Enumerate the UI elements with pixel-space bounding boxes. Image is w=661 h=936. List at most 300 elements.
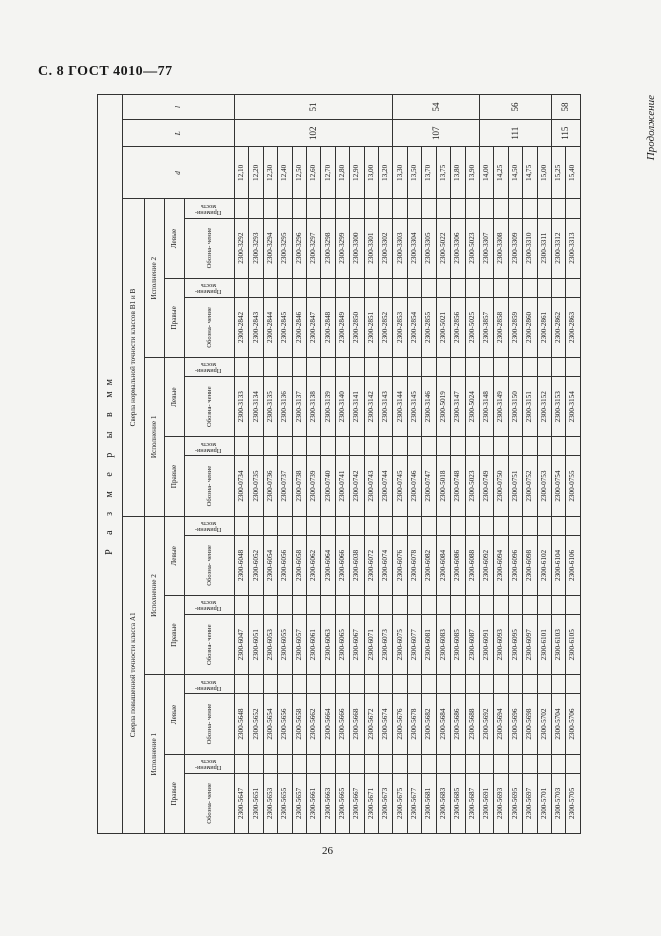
- applicability-cell: [422, 437, 436, 456]
- designation-cell: 2300-6073: [379, 615, 393, 675]
- page-number: 26: [322, 845, 333, 857]
- applicability-cell: [249, 754, 263, 773]
- applicability-cell: [263, 358, 277, 377]
- diameter-cell: 14,50: [508, 147, 522, 199]
- applicability-cell: [321, 358, 335, 377]
- designation-cell: 2300-6063: [321, 615, 335, 675]
- applicability-cell: [393, 358, 407, 377]
- diameter-cell: 12,90: [350, 147, 364, 199]
- designation-cell: 2300-2858: [494, 297, 508, 357]
- designation-header: Обозна- чение: [185, 456, 235, 516]
- applicability-header: [185, 437, 235, 456]
- left-hand-header: Левые: [165, 675, 185, 754]
- designation-cell: 2300-6061: [307, 615, 321, 675]
- applicability-cell: [436, 199, 450, 218]
- left-hand-header: Левые: [165, 358, 185, 437]
- applicability-cell: [350, 278, 364, 297]
- table-row: [494, 95, 508, 834]
- applicability-cell: [422, 358, 436, 377]
- designation-cell: 2300-5696: [508, 694, 522, 754]
- designation-cell: 2300-2851: [364, 297, 378, 357]
- applicability-cell: [364, 596, 378, 615]
- table-row: [249, 95, 263, 834]
- applicability-cell: [235, 754, 249, 773]
- designation-cell: 2300-6104: [551, 535, 565, 595]
- diameter-cell: 12,50: [292, 147, 306, 199]
- designation-cell: 2300-3298: [321, 218, 335, 278]
- designation-cell: 2300-3133: [235, 377, 249, 437]
- applicability-cell: [451, 754, 465, 773]
- execution-header: Исполнение 2: [145, 199, 165, 358]
- designation-cell: 2300-6091: [479, 615, 493, 675]
- applicability-cell: [465, 358, 479, 377]
- applicability-cell: [335, 754, 349, 773]
- applicability-cell: [436, 437, 450, 456]
- diameter-cell: 13,30: [393, 147, 407, 199]
- applicability-cell: [364, 199, 378, 218]
- designation-cell: 2300-2850: [350, 297, 364, 357]
- applicability-label: Примени- мость: [195, 757, 222, 771]
- applicability-cell: [566, 199, 580, 218]
- designation-cell: 2300-6106: [566, 535, 580, 595]
- designation-cell: 2300-2861: [537, 297, 551, 357]
- designation-cell: 2300-5688: [465, 694, 479, 754]
- designation-cell: 2300-6062: [307, 535, 321, 595]
- applicability-cell: [508, 278, 522, 297]
- applicability-cell: [335, 516, 349, 535]
- applicability-cell: [451, 675, 465, 694]
- designation-cell: 2300-0753: [537, 456, 551, 516]
- designation-cell: 2300-5654: [263, 694, 277, 754]
- table-row: [278, 95, 292, 834]
- applicability-cell: [307, 596, 321, 615]
- applicability-cell: [364, 278, 378, 297]
- designation-cell: 2300-3139: [321, 377, 335, 437]
- applicability-cell: [537, 754, 551, 773]
- designation-cell: 2300-0738: [292, 456, 306, 516]
- applicability-cell: [494, 358, 508, 377]
- table-row: [321, 95, 335, 834]
- designation-cell: 2300-3135: [263, 377, 277, 437]
- diameter-cell: 14,25: [494, 147, 508, 199]
- designation-cell: 2300-5695: [508, 773, 522, 833]
- designation-cell: 2300-6094: [494, 535, 508, 595]
- length-l-cell: 51: [235, 95, 393, 120]
- applicability-cell: [379, 516, 393, 535]
- designation-cell: 2300-0750: [494, 456, 508, 516]
- applicability-cell: [436, 278, 450, 297]
- diameter-cell: 13,70: [422, 147, 436, 199]
- diameter-cell: 13,80: [451, 147, 465, 199]
- designation-cell: 2300-6052: [249, 535, 263, 595]
- right-hand-header: Правые: [165, 437, 185, 516]
- applicability-cell: [537, 358, 551, 377]
- applicability-cell: [523, 754, 537, 773]
- designation-cell: 2300-6066: [335, 535, 349, 595]
- designation-cell: 2300-6076: [393, 535, 407, 595]
- designation-cell: 2300-5673: [379, 773, 393, 833]
- designation-cell: 2300-5019: [436, 377, 450, 437]
- designation-cell: 2300-5685: [451, 773, 465, 833]
- length-l-cell: 58: [551, 95, 580, 120]
- applicability-cell: [451, 596, 465, 615]
- applicability-cell: [451, 358, 465, 377]
- designation-cell: 2300-0735: [249, 456, 263, 516]
- applicability-cell: [479, 675, 493, 694]
- designation-cell: 2300-6056: [278, 535, 292, 595]
- designation-cell: 2300-2852: [379, 297, 393, 357]
- designation-cell: 2300-5022: [436, 218, 450, 278]
- applicability-cell: [422, 278, 436, 297]
- designation-cell: 2300-3300: [350, 218, 364, 278]
- table-row: [407, 95, 421, 834]
- designation-cell: 2300-0734: [235, 456, 249, 516]
- diameter-cell: 12,70: [321, 147, 335, 199]
- designation-cell: 2300-6088: [465, 535, 479, 595]
- applicability-cell: [350, 516, 364, 535]
- applicability-cell: [551, 596, 565, 615]
- designation-cell: 2300-5655: [278, 773, 292, 833]
- applicability-cell: [436, 358, 450, 377]
- applicability-cell: [263, 754, 277, 773]
- applicability-cell: [379, 199, 393, 218]
- applicability-cell: [235, 437, 249, 456]
- applicability-cell: [508, 754, 522, 773]
- col-d-header: d: [123, 147, 235, 199]
- designation-cell: 2300-6092: [479, 535, 493, 595]
- applicability-cell: [364, 675, 378, 694]
- length-L-cell: 115: [551, 120, 580, 147]
- applicability-cell: [235, 199, 249, 218]
- applicability-header: [185, 754, 235, 773]
- diameter-cell: 14,00: [479, 147, 493, 199]
- designation-cell: 2300-6096: [508, 535, 522, 595]
- right-hand-header: Правые: [165, 754, 185, 833]
- designation-cell: 2300-6101: [537, 615, 551, 675]
- table-row: [551, 95, 565, 834]
- designation-header: Обозна- чение: [185, 694, 235, 754]
- designation-cell: 2300-6093: [494, 615, 508, 675]
- designation-cell: 2300-5675: [393, 773, 407, 833]
- designation-cell: 2300-6053: [263, 615, 277, 675]
- applicability-cell: [451, 437, 465, 456]
- designation-cell: 2300-3296: [292, 218, 306, 278]
- applicability-cell: [263, 437, 277, 456]
- applicability-cell: [523, 278, 537, 297]
- applicability-label: Примени- мость: [195, 361, 222, 375]
- right-hand-header: Правые: [165, 278, 185, 357]
- designation-cell: 2300-6064: [321, 535, 335, 595]
- table-row: [422, 95, 436, 834]
- designation-cell: 2300-6098: [523, 535, 537, 595]
- designation-cell: 2300-2862: [551, 297, 565, 357]
- designation-cell: 2300-6085: [451, 615, 465, 675]
- table-row: [393, 95, 407, 834]
- designation-cell: 2300-5693: [494, 773, 508, 833]
- applicability-cell: [379, 596, 393, 615]
- applicability-cell: [537, 675, 551, 694]
- designation-cell: 2300-5702: [537, 694, 551, 754]
- left-hand-header: Левые: [165, 516, 185, 595]
- applicability-cell: [292, 596, 306, 615]
- designation-cell: 2300-3306: [451, 218, 465, 278]
- applicability-cell: [422, 199, 436, 218]
- diameter-cell: 13,90: [465, 147, 479, 199]
- applicability-cell: [278, 754, 292, 773]
- table-row: [235, 95, 249, 834]
- applicability-cell: [551, 358, 565, 377]
- table-body: [235, 95, 581, 834]
- table-title: Р а з м е р ы в мм: [98, 95, 123, 834]
- designation-cell: 2300-0749: [479, 456, 493, 516]
- table-row: [479, 95, 493, 834]
- table-row: [451, 95, 465, 834]
- designation-cell: 2300-6095: [508, 615, 522, 675]
- applicability-cell: [278, 516, 292, 535]
- designation-cell: 2300-0743: [364, 456, 378, 516]
- applicability-cell: [407, 278, 421, 297]
- designation-cell: 2300-0736: [263, 456, 277, 516]
- designation-cell: 2300-5703: [551, 773, 565, 833]
- dimensions-table: [97, 94, 581, 834]
- length-l-cell: 56: [479, 95, 551, 120]
- applicability-cell: [321, 675, 335, 694]
- applicability-cell: [235, 675, 249, 694]
- designation-cell: 2300-3310: [523, 218, 537, 278]
- designation-header: Обозна- чение: [185, 535, 235, 595]
- length-l-cell: 54: [393, 95, 479, 120]
- applicability-cell: [335, 199, 349, 218]
- applicability-cell: [379, 754, 393, 773]
- applicability-cell: [422, 754, 436, 773]
- applicability-cell: [407, 516, 421, 535]
- applicability-cell: [321, 754, 335, 773]
- applicability-cell: [278, 596, 292, 615]
- continuation-label: Продолжение: [645, 95, 657, 161]
- designation-cell: 2300-2853: [393, 297, 407, 357]
- diameter-cell: 14,75: [523, 147, 537, 199]
- designation-cell: 2300-3144: [393, 377, 407, 437]
- diameter-cell: 13,00: [364, 147, 378, 199]
- designation-cell: 2300-5686: [451, 694, 465, 754]
- designation-cell: 2300-5698: [523, 694, 537, 754]
- designation-cell: 2300-0745: [393, 456, 407, 516]
- table-row: [465, 95, 479, 834]
- table-row: [537, 95, 551, 834]
- applicability-cell: [292, 437, 306, 456]
- table-row: [436, 95, 450, 834]
- applicability-header: [185, 199, 235, 218]
- designation-cell: 2300-3140: [335, 377, 349, 437]
- designation-header: Обозна- чение: [185, 218, 235, 278]
- applicability-cell: [307, 516, 321, 535]
- applicability-cell: [249, 596, 263, 615]
- designation-cell: 2300-0740: [321, 456, 335, 516]
- designation-cell: 2300-5682: [422, 694, 436, 754]
- right-hand-header: Правые: [165, 596, 185, 675]
- applicability-cell: [479, 754, 493, 773]
- applicability-cell: [379, 358, 393, 377]
- applicability-cell: [566, 278, 580, 297]
- applicability-cell: [292, 754, 306, 773]
- designation-cell: 2300-0751: [508, 456, 522, 516]
- applicability-cell: [508, 516, 522, 535]
- diameter-cell: 15,40: [566, 147, 580, 199]
- designation-cell: 2300-3147: [451, 377, 465, 437]
- designation-cell: 2300-2854: [407, 297, 421, 357]
- applicability-cell: [407, 754, 421, 773]
- designation-cell: 2300-3297: [307, 218, 321, 278]
- applicability-cell: [379, 437, 393, 456]
- designation-cell: 2300-5684: [436, 694, 450, 754]
- designation-cell: 2300-0755: [566, 456, 580, 516]
- table-row: [350, 95, 364, 834]
- designation-cell: 2300-6077: [407, 615, 421, 675]
- applicability-cell: [537, 596, 551, 615]
- applicability-cell: [321, 516, 335, 535]
- designation-cell: 2300-6083: [436, 615, 450, 675]
- applicability-cell: [379, 675, 393, 694]
- applicability-cell: [335, 278, 349, 297]
- designation-cell: 2300-5668: [350, 694, 364, 754]
- applicability-cell: [263, 516, 277, 535]
- table-row: [364, 95, 378, 834]
- designation-cell: 2300-5663: [321, 773, 335, 833]
- applicability-cell: [465, 199, 479, 218]
- designation-cell: 2300-5671: [364, 773, 378, 833]
- designation-cell: 2300-3134: [249, 377, 263, 437]
- designation-cell: 2300-3311: [537, 218, 551, 278]
- applicability-cell: [508, 437, 522, 456]
- table-row: [566, 95, 580, 834]
- designation-cell: 2300-3292: [235, 218, 249, 278]
- applicability-cell: [350, 199, 364, 218]
- table-row: [508, 95, 522, 834]
- designation-cell: 2300-6051: [249, 615, 263, 675]
- designation-cell: 2300-3303: [393, 218, 407, 278]
- designation-cell: 2300-5653: [263, 773, 277, 833]
- applicability-cell: [537, 437, 551, 456]
- designation-cell: 2300-2863: [566, 297, 580, 357]
- applicability-cell: [321, 278, 335, 297]
- applicability-cell: [278, 199, 292, 218]
- applicability-cell: [350, 754, 364, 773]
- applicability-cell: [235, 516, 249, 535]
- designation-cell: 2300-6048: [235, 535, 249, 595]
- designation-cell: 2300-5676: [393, 694, 407, 754]
- diameter-cell: 12,10: [235, 147, 249, 199]
- applicability-cell: [451, 516, 465, 535]
- applicability-cell: [278, 358, 292, 377]
- applicability-cell: [451, 278, 465, 297]
- designation-cell: 2300-0748: [451, 456, 465, 516]
- designation-cell: 2300-2846: [292, 297, 306, 357]
- designation-cell: 2300-3150: [508, 377, 522, 437]
- designation-cell: 2300-5023: [465, 218, 479, 278]
- applicability-cell: [479, 437, 493, 456]
- applicability-cell: [436, 754, 450, 773]
- applicability-cell: [494, 754, 508, 773]
- applicability-cell: [422, 675, 436, 694]
- designation-cell: 2300-5023: [465, 456, 479, 516]
- applicability-cell: [335, 437, 349, 456]
- applicability-cell: [278, 675, 292, 694]
- applicability-cell: [407, 358, 421, 377]
- applicability-label: Примени- мость: [195, 678, 222, 692]
- designation-cell: 2300-5672: [364, 694, 378, 754]
- applicability-cell: [436, 675, 450, 694]
- applicability-cell: [263, 199, 277, 218]
- applicability-cell: [508, 358, 522, 377]
- designation-header: Обозна- чение: [185, 615, 235, 675]
- designation-header: Обозна- чение: [185, 773, 235, 833]
- designation-cell: 2300-5658: [292, 694, 306, 754]
- designation-cell: 2300-6078: [407, 535, 421, 595]
- designation-cell: 2300-6105: [566, 615, 580, 675]
- applicability-cell: [407, 199, 421, 218]
- applicability-cell: [407, 437, 421, 456]
- designation-cell: 2300-3857: [479, 297, 493, 357]
- rotated-table-container: [97, 94, 595, 834]
- designation-cell: 2300-6086: [451, 535, 465, 595]
- page-header: С. 8 ГОСТ 4010—77: [38, 64, 173, 79]
- designation-cell: 2300-3299: [335, 218, 349, 278]
- applicability-cell: [364, 754, 378, 773]
- designation-cell: 2300-3153: [551, 377, 565, 437]
- designation-cell: 2300-5667: [350, 773, 364, 833]
- applicability-cell: [350, 358, 364, 377]
- designation-cell: 2300-6065: [335, 615, 349, 675]
- designation-cell: 2300-0746: [407, 456, 421, 516]
- applicability-label: Примени- мость: [195, 281, 222, 295]
- designation-cell: 2300-6054: [263, 535, 277, 595]
- applicability-cell: [249, 358, 263, 377]
- designation-cell: 2300-6058: [292, 535, 306, 595]
- designation-cell: 2300-5656: [278, 694, 292, 754]
- applicability-cell: [350, 437, 364, 456]
- applicability-cell: [451, 199, 465, 218]
- designation-cell: 2300-0739: [307, 456, 321, 516]
- table-row: [292, 95, 306, 834]
- applicability-cell: [249, 675, 263, 694]
- designation-cell: 2300-5648: [235, 694, 249, 754]
- designation-cell: 2300-3148: [479, 377, 493, 437]
- applicability-header: [185, 358, 235, 377]
- applicability-cell: [523, 358, 537, 377]
- applicability-header: [185, 675, 235, 694]
- applicability-cell: [321, 437, 335, 456]
- applicability-cell: [364, 358, 378, 377]
- applicability-cell: [479, 516, 493, 535]
- designation-cell: 2300-6081: [422, 615, 436, 675]
- applicability-cell: [393, 596, 407, 615]
- designation-cell: 2300-3293: [249, 218, 263, 278]
- designation-cell: 2300-6097: [523, 615, 537, 675]
- designation-cell: 2300-5678: [407, 694, 421, 754]
- applicability-header: [185, 596, 235, 615]
- applicability-cell: [407, 675, 421, 694]
- designation-cell: 2300-6071: [364, 615, 378, 675]
- designation-cell: 2300-3143: [379, 377, 393, 437]
- length-L-cell: 107: [393, 120, 479, 147]
- designation-cell: 2300-2859: [508, 297, 522, 357]
- applicability-cell: [292, 516, 306, 535]
- applicability-cell: [494, 596, 508, 615]
- applicability-cell: [307, 199, 321, 218]
- applicability-cell: [465, 675, 479, 694]
- table-row: [379, 95, 393, 834]
- designation-cell: 2300-5674: [379, 694, 393, 754]
